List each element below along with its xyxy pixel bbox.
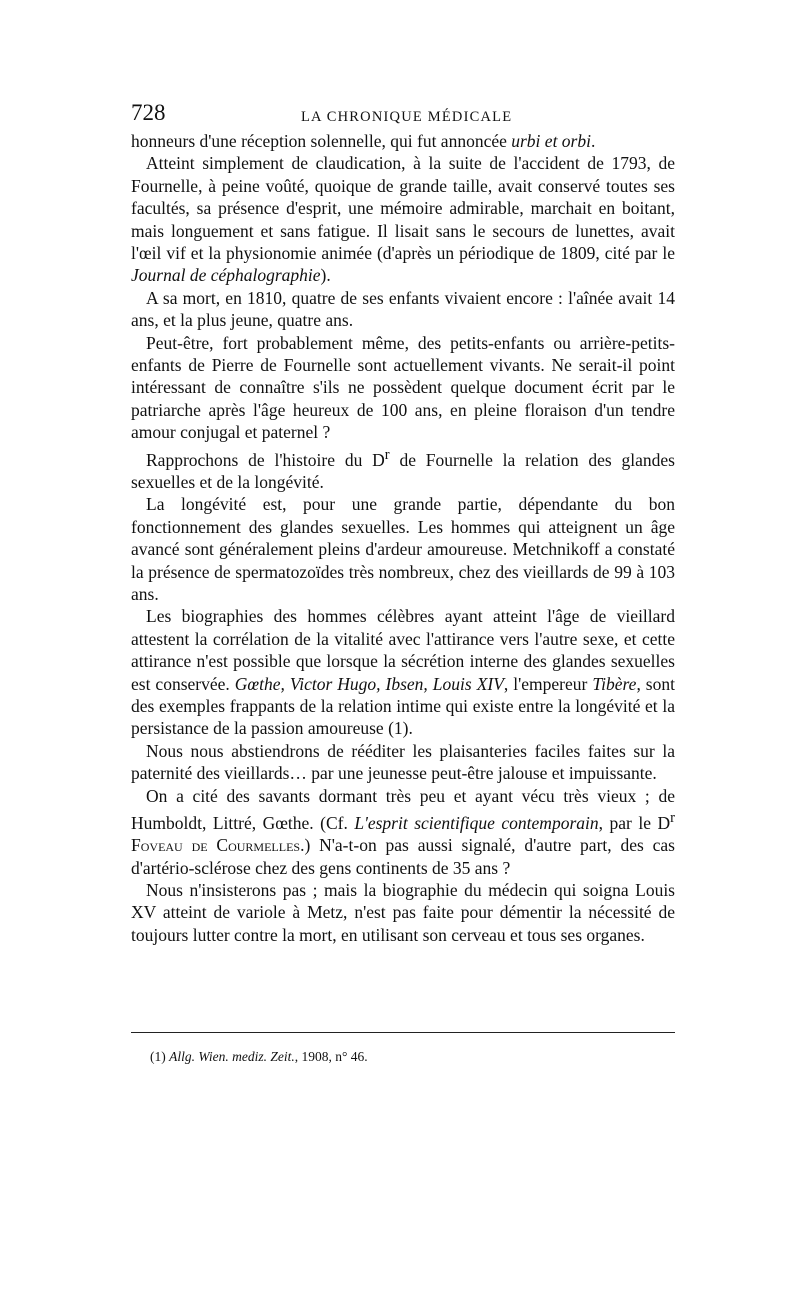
paragraph: La longévité est, pour une grande partie, dépendante du bon fonctionnement des glandes sexuelles. Les hommes qui atteignent un âge avancé sont généralement pleins d'ardeur amoureuse. Metchnikoff a constaté la présence de spermatozoïdes très nombreux, chez des vieillards de 99 à 103 ans. (131, 494, 675, 604)
text-run: de Fournelle la relation des glandes sexuelles et de la longévité. (131, 449, 675, 492)
superscript: r (670, 810, 676, 827)
text-run: Les biographies des hommes célèbres ayant atteint l'âge de vieillard attestent la corrélation de la vitalité avec l'attirance vers l'autre sexe, et cette attirance n'est possible que lorsque la sécrétion interne des glandes sexuelles est conservée. (131, 606, 675, 694)
superscript: r (384, 446, 390, 463)
small-caps-text: Foveau de Courmelles (131, 835, 301, 856)
paragraph (131, 130, 675, 152)
text-run: , l'empereur (503, 673, 593, 694)
text-run: Rapprochons de l'histoire du D (146, 449, 385, 470)
paragraph (131, 605, 675, 739)
paragraph (131, 785, 675, 879)
body-text (131, 130, 675, 946)
page-number: 728 (131, 100, 166, 125)
italic-text: urbi et orbi (511, 131, 591, 151)
text-run: .) N'a-t-on pas aussi signalé, d'autre part, des cas d'artério-sclérose chez des gens continents de 35 ans ? (131, 835, 675, 878)
paragraph: Nous nous abstiendrons de rééditer les plaisanteries faciles faites sur la paternité des vieillards… par une jeunesse peut-être jalouse et impuissante. (131, 740, 675, 784)
footnote-source: Allg. Wien. mediz. Zeit. (169, 1049, 295, 1064)
paragraph: Peut-être, fort probablement même, des petits-enfants ou arrière-petits-enfants de Pierre de Fournelle sont actuellement vivants. Ne serait-il point intéressant de connaître s'ils ne possèdent quelque document écrit par le patriarche après l'âge heureux de 100 ans, en pleine floraison d'un tendre amour conjugal et paternel ? (131, 332, 675, 443)
paragraph: A sa mort, en 1810, quatre de ses enfants vivaient encore : l'aînée avait 14 ans, et la plus jeune, quatre ans. (131, 287, 675, 331)
text-run: , par le D (598, 812, 671, 833)
footnote (150, 1048, 670, 1066)
italic-text: Tibère (592, 673, 637, 694)
italic-text: Gœthe, Victor Hugo, Ibsen, Louis XIV (234, 673, 504, 694)
footnote-text: , 1908, n° 46. (294, 1049, 368, 1064)
text-run: . (590, 131, 596, 151)
paragraph (131, 152, 675, 286)
text-run: , sont des exemples frappants de la relation intime qui existe entre la longévité et la persistance de la passion amoureuse (1). (131, 673, 675, 739)
paragraph: Nous n'insisterons pas ; mais la biographie du médecin qui soigna Louis XV atteint de variole à Metz, n'est pas faite pour démentir la nécessité de toujours lutter contre la mort, en utilisant son cerveau et tous ses organes. (131, 880, 675, 945)
running-title: LA CHRONIQUE MÉDICALE (301, 109, 513, 125)
page-header (131, 100, 675, 130)
text-run: Atteint simplement de claudication, à la suite de l'accident de 1793, de Fournelle, à peine voûté, quoique de grande taille, avait conservé toutes ses facultés, sa présence d'esprit, une mémoire admirable, marchait en boitant, mais longuement et sans fatigue. Il lisait sans le secours de lunettes, avait l'œil vif et la physionomie animée (d'après un périodique de 1809, cité par le (131, 153, 675, 264)
text-run: honneurs d'une réception solennelle, qui fut annoncée (131, 131, 512, 151)
italic-text: L'esprit scientifique contemporain (354, 812, 599, 833)
italic-text: Journal de céphalographie (131, 265, 321, 286)
footnote-rule (131, 1032, 675, 1033)
text-run: ). (320, 265, 331, 286)
paragraph (131, 444, 675, 494)
footnote-marker: (1) (150, 1049, 170, 1064)
text-run: On a cité des savants dormant très peu et ayant vécu très vieux ; de Humboldt, Littré, Gœthe. (Cf. (131, 785, 675, 833)
